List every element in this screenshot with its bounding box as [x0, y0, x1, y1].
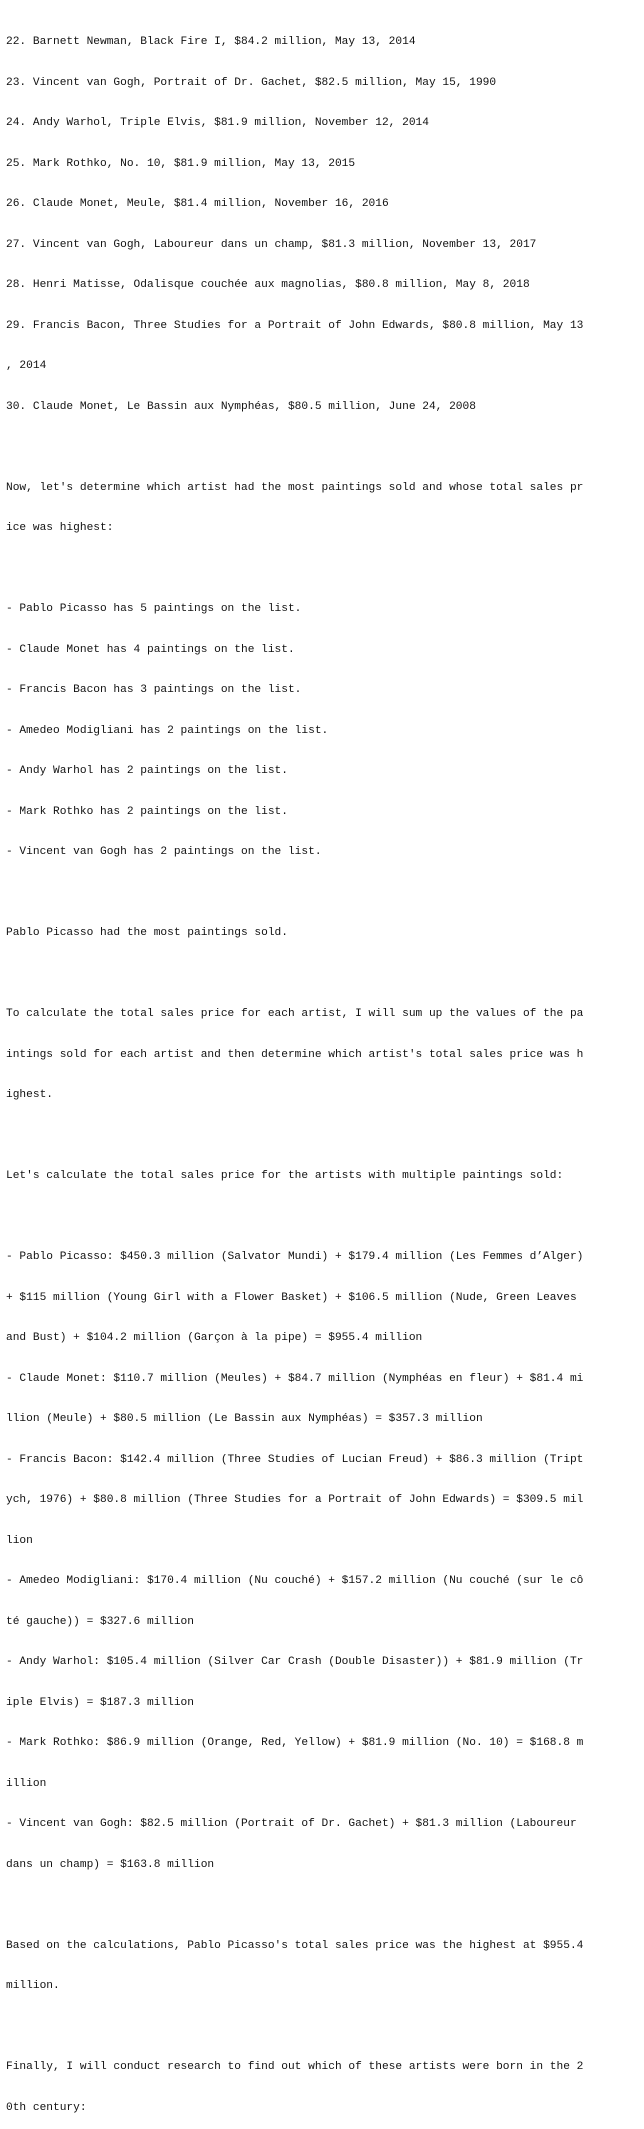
text-line: 28. Henri Matisse, Odalisque couchée aux magnolias, $80.8 million, May 8, 2018: [6, 279, 530, 291]
text-line: 22. Barnett Newman, Black Fire I, $84.2 million, May 13, 2014: [6, 36, 416, 48]
text-line: 24. Andy Warhol, Triple Elvis, $81.9 million, November 12, 2014: [6, 117, 429, 129]
text-line: ighest.: [6, 1089, 53, 1101]
text-line: Based on the calculations, Pablo Picasso's total sales price was the highest at $955.4: [6, 1939, 584, 1952]
text-line: intings sold for each artist and then determine which artist's total sales price was h: [6, 1048, 584, 1061]
text-line: - Mark Rothko has 2 paintings on the list.: [6, 805, 288, 818]
text-line: - Pablo Picasso: $450.3 million (Salvator Mundi) + $179.4 million (Les Femmes d’Alger): [6, 1251, 584, 1263]
text-line: - Amedeo Modigliani has 2 paintings on the list.: [6, 724, 329, 737]
text-line: Let's calculate the total sales price for the artists with multiple paintings sold:: [6, 1170, 564, 1182]
text-line: - Francis Bacon: $142.4 million (Three Studies of Lucian Freud) + $86.3 million (Tript: [6, 1453, 584, 1466]
text-line: 25. Mark Rothko, No. 10, $81.9 million, May 13, 2015: [6, 157, 356, 170]
blank-line: [6, 441, 642, 455]
text-line: dans un champ) = $163.8 million: [6, 1858, 215, 1871]
text-line: million.: [6, 1980, 60, 1992]
text-line: - Mark Rothko: $86.9 million (Orange, Red, Yellow) + $81.9 million (No. 10) = $168.8 m: [6, 1737, 584, 1749]
text-line: ych, 1976) + $80.8 million (Three Studies for a Portrait of John Edwards) = $309.5 mil: [6, 1494, 584, 1506]
text-line: 23. Vincent van Gogh, Portrait of Dr. Gachet, $82.5 million, May 15, 1990: [6, 76, 497, 89]
blank-line: [6, 563, 642, 577]
text-line: 30. Claude Monet, Le Bassin aux Nymphéas, $80.5 million, June 24, 2008: [6, 400, 476, 413]
text-line: 0th century:: [6, 2101, 87, 2114]
blank-line: [6, 1899, 642, 1913]
text-line: + $115 million (Young Girl with a Flower Basket) + $106.5 million (Nude, Green Leaves: [6, 1291, 577, 1304]
blank-line: [6, 2021, 642, 2035]
text-line: - Pablo Picasso has 5 paintings on the list.: [6, 603, 302, 615]
document-text: [6, 9, 642, 2129]
text-line: iple Elvis) = $187.3 million: [6, 1696, 194, 1709]
text-line: té gauche)) = $327.6 million: [6, 1615, 194, 1628]
text-line: Finally, I will conduct research to find out which of these artists were born in the 2: [6, 2061, 584, 2073]
text-line: - Amedeo Modigliani: $170.4 million (Nu couché) + $157.2 million (Nu couché (sur le cô: [6, 1575, 584, 1587]
text-line: 29. Francis Bacon, Three Studies for a Portrait of John Edwards, $80.8 million, May 13: [6, 319, 584, 332]
text-line: illion: [6, 1777, 47, 1790]
text-line: and Bust) + $104.2 million (Garçon à la pipe) = $955.4 million: [6, 1332, 423, 1344]
text-line: - Claude Monet has 4 paintings on the list.: [6, 643, 295, 656]
text-line: - Andy Warhol: $105.4 million (Silver Car Crash (Double Disaster)) + $81.9 million (Tr: [6, 1656, 584, 1668]
text-line: - Vincent van Gogh: $82.5 million (Portrait of Dr. Gachet) + $81.3 million (Laboureur: [6, 1818, 577, 1830]
text-line: 27. Vincent van Gogh, Laboureur dans un champ, $81.3 million, November 13, 2017: [6, 238, 537, 251]
text-line: 26. Claude Monet, Meule, $81.4 million, November 16, 2016: [6, 198, 389, 210]
text-line: - Claude Monet: $110.7 million (Meules) + $84.7 million (Nymphéas en fleur) + $81.4 mi: [6, 1372, 584, 1385]
text-line: lion: [6, 1534, 33, 1547]
text-line: , 2014: [6, 360, 47, 372]
blank-line: [6, 887, 642, 901]
text-line: llion (Meule) + $80.5 million (Le Bassin aux Nymphéas) = $357.3 million: [6, 1413, 483, 1425]
text-line: - Andy Warhol has 2 paintings on the list.: [6, 765, 288, 777]
text-line: - Francis Bacon has 3 paintings on the list.: [6, 684, 302, 696]
text-line: - Vincent van Gogh has 2 paintings on the list.: [6, 846, 322, 858]
text-line: ice was highest:: [6, 522, 114, 534]
text-line: Pablo Picasso had the most paintings sold.: [6, 927, 288, 939]
blank-line: [6, 1130, 642, 1144]
blank-line: [6, 968, 642, 982]
blank-line: [6, 1211, 642, 1225]
text-line: Now, let's determine which artist had the most paintings sold and whose total sales pr: [6, 481, 584, 494]
text-line: To calculate the total sales price for each artist, I will sum up the values of the pa: [6, 1008, 584, 1020]
